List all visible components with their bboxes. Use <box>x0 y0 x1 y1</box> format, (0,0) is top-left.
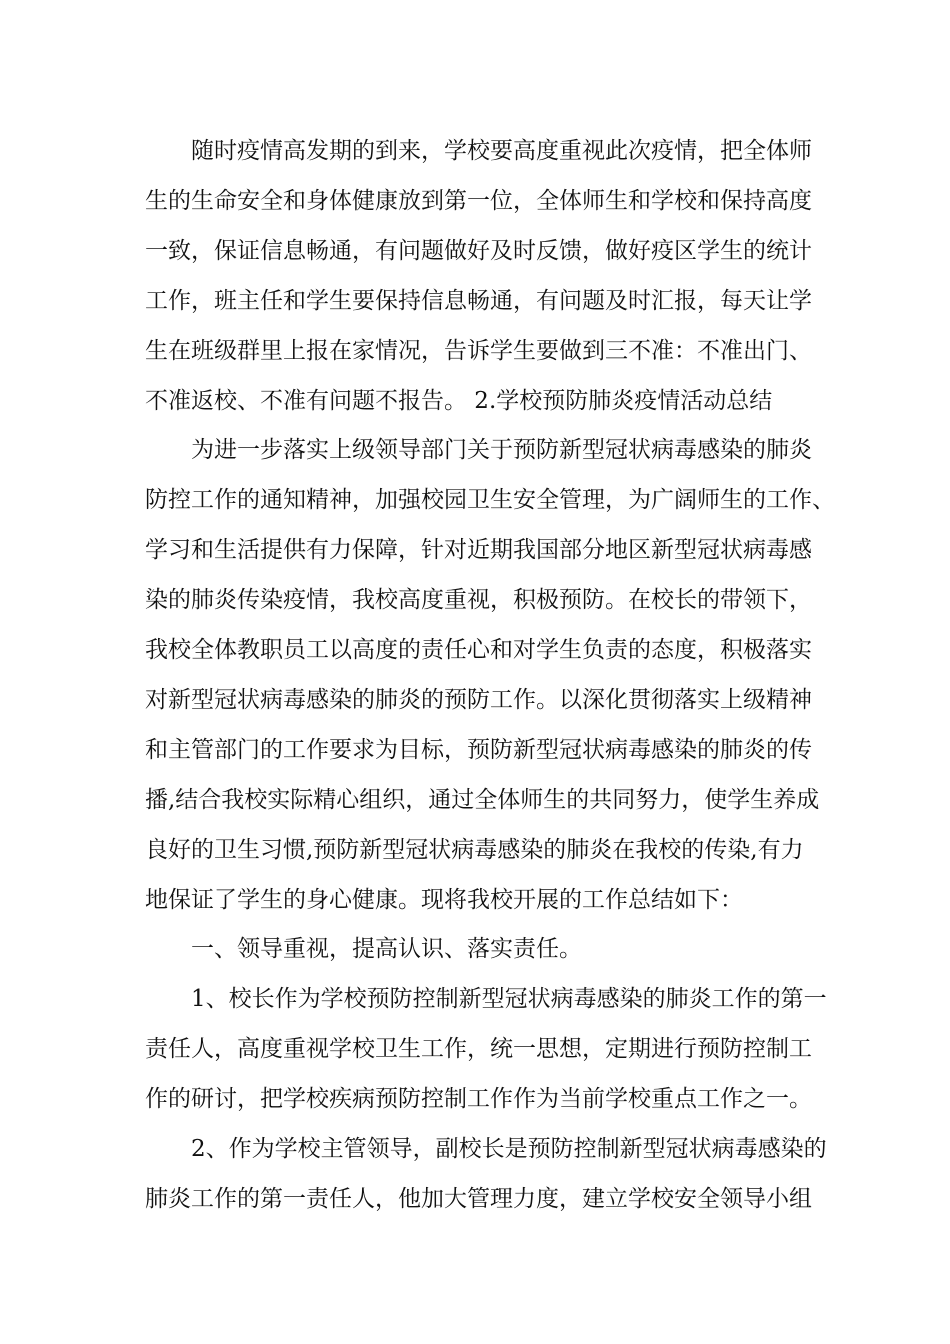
text-line: 对新型冠状病毒感染的肺炎的预防工作。以深化贯彻落实上级精神 <box>145 687 812 713</box>
text-line: 工作，班主任和学生要保持信息畅通，有问题及时汇报，每天让学 <box>145 288 812 314</box>
text-line: 一、领导重视，提高认识、落实责任。 <box>191 936 582 962</box>
text-line: 学习和生活提供有力保障，针对近期我国部分地区新型冠状病毒感 <box>145 537 812 563</box>
text-line: 防控工作的通知精神，加强校园卫生安全管理，为广阔师生的工作、 <box>145 487 835 513</box>
text-line: 2、作为学校主管领导，副校长是预防控制新型冠状病毒感染的 <box>191 1136 827 1162</box>
text-line: 肺炎工作的第一责任人，他加大管理力度，建立学校安全领导小组 <box>145 1186 812 1212</box>
text-line: 染的肺炎传染疫情，我校高度重视，积极预防。在校长的带领下， <box>145 587 812 613</box>
text-line: 为进一步落实上级领导部门关于预防新型冠状病毒感染的肺炎 <box>191 437 812 463</box>
text-line: 一致，保证信息畅通，有问题做好及时反馈，做好疫区学生的统计 <box>145 238 812 264</box>
text-line: 随时疫情高发期的到来，学校要高度重视此次疫情，把全体师 <box>191 138 812 164</box>
text-line: 生的生命安全和身体健康放到第一位，全体师生和学校和保持高度 <box>145 188 812 214</box>
text-line: 我校全体教职员工以高度的责任心和对学生负责的态度，积极落实 <box>145 637 812 663</box>
text-line: 责任人，高度重视学校卫生工作，统一思想，定期进行预防控制工 <box>145 1036 812 1062</box>
text-line: 不准返校、不准有问题不报告。 2.学校预防肺炎疫情活动总结 <box>145 388 773 414</box>
text-line: 良好的卫生习惯,预防新型冠状病毒感染的肺炎在我校的传染,有力 <box>145 837 804 863</box>
text-line: 和主管部门的工作要求为目标，预防新型冠状病毒感染的肺炎的传 <box>145 737 812 763</box>
text-line: 生在班级群里上报在家情况，告诉学生要做到三不准：不准出门、 <box>145 338 812 364</box>
text-line: 作的研讨，把学校疾病预防控制工作作为当前学校重点工作之一。 <box>145 1086 812 1112</box>
text-line: 地保证了学生的身心健康。现将我校开展的工作总结如下： <box>145 887 743 913</box>
text-line: 播,结合我校实际精心组织，通过全体师生的共同努力，使学生养成 <box>145 787 820 813</box>
text-line: 1、校长作为学校预防控制新型冠状病毒感染的肺炎工作的第一 <box>191 986 827 1012</box>
